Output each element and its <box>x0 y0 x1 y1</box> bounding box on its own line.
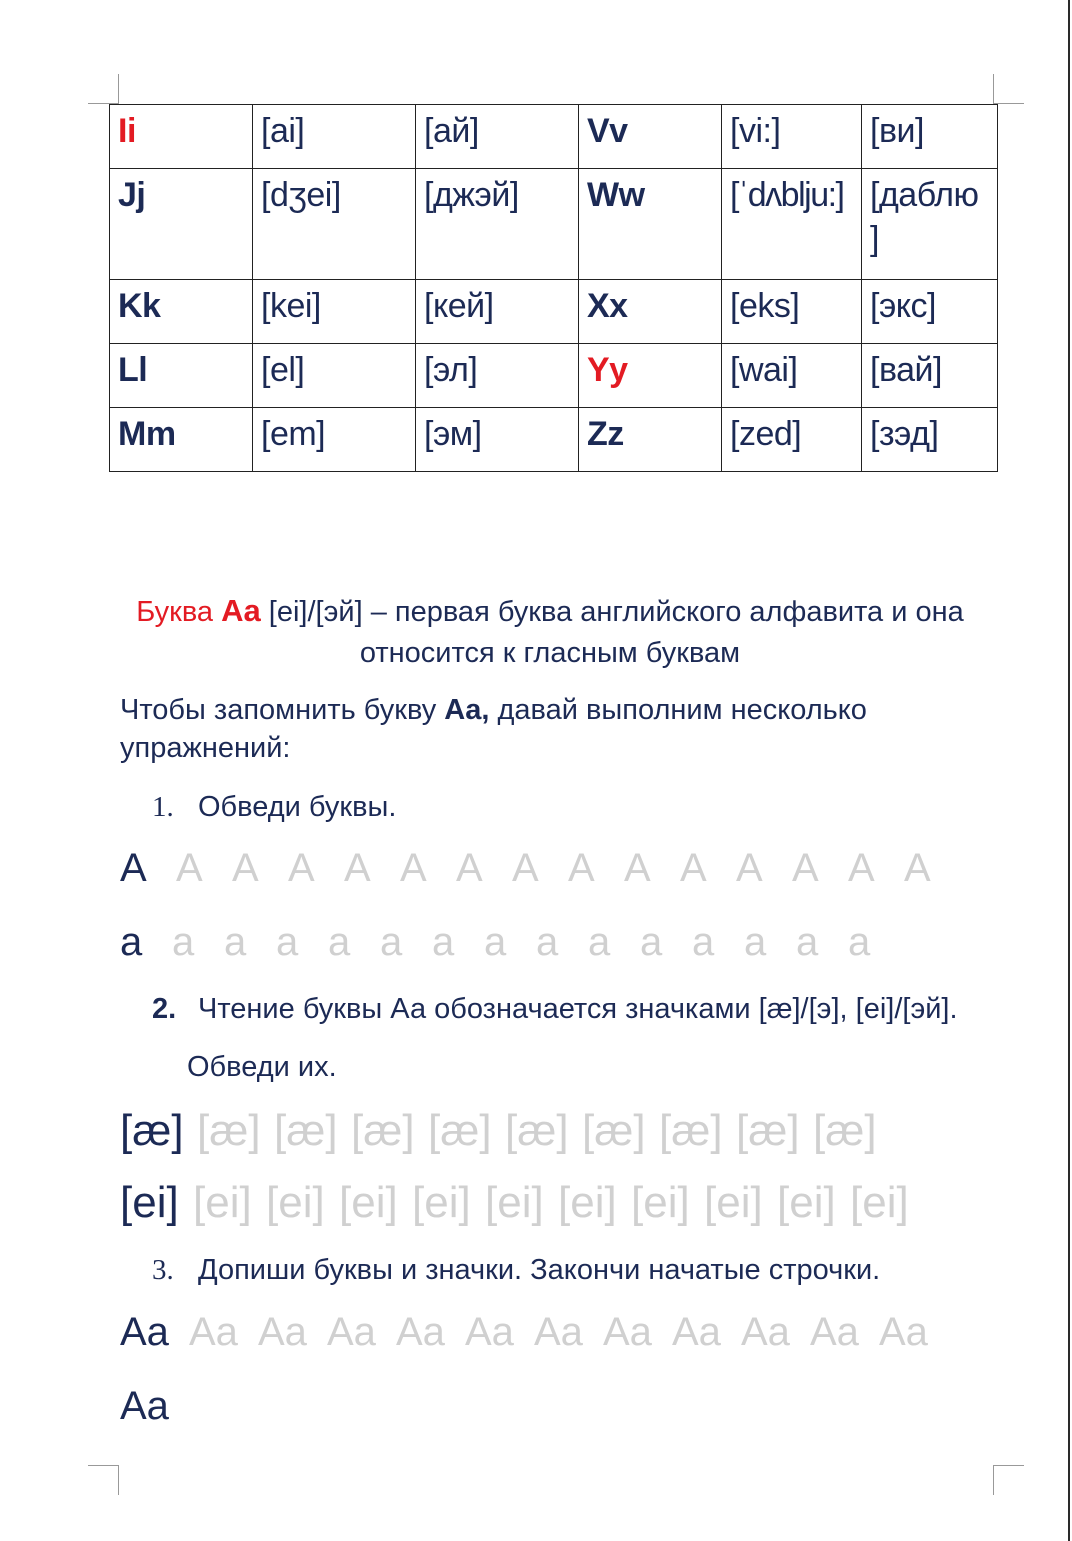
tracing-glyph: Aa <box>327 1310 376 1354</box>
letter-heading <box>110 590 990 674</box>
sample-glyph: a <box>120 920 143 964</box>
tracing-glyph: A <box>512 846 539 890</box>
tracing-glyph: [æ] <box>582 1106 646 1155</box>
intro-paragraph <box>120 691 980 767</box>
tracing-glyph: a <box>692 920 715 964</box>
tracing-glyph: a <box>276 920 299 964</box>
tracing-glyph: Aa <box>603 1310 652 1354</box>
russian-reading-cell: [кей] <box>416 280 579 344</box>
tracing-glyph: A <box>344 846 371 890</box>
tracing-row-ei <box>120 1178 923 1228</box>
tracing-glyph: [æ] <box>505 1106 569 1155</box>
tracing-glyph: Aa <box>879 1310 928 1354</box>
tracing-glyph: a <box>432 920 455 964</box>
russian-reading-cell: [эл] <box>416 344 579 408</box>
tracing-glyph: Aa <box>741 1310 790 1354</box>
tracing-glyph: A <box>232 846 259 890</box>
alphabet-table <box>109 104 998 472</box>
tracing-row-aa <box>120 1310 948 1355</box>
table-row <box>110 280 998 344</box>
heading-text: [ei]/[эй] – первая буква английского алфавита и она <box>268 596 964 628</box>
writing-line-aa: Aa <box>120 1384 169 1428</box>
transcription-cell: [vi:] <box>722 105 862 169</box>
crop-mark <box>994 103 1024 104</box>
sample-glyph: [æ] <box>120 1106 184 1155</box>
tracing-row-lower-a <box>120 920 900 965</box>
crop-mark <box>88 1465 118 1466</box>
tracing-glyph: A <box>848 846 875 890</box>
crop-mark <box>118 1465 119 1495</box>
transcription-cell: [el] <box>253 344 416 408</box>
tracing-glyph: A <box>176 846 203 890</box>
tracing-glyph: [ei] <box>558 1178 617 1227</box>
tracing-row-upper-a <box>120 846 960 891</box>
tracing-glyph: [ei] <box>339 1178 398 1227</box>
tracing-glyph: Aa <box>189 1310 238 1354</box>
table-row <box>110 344 998 408</box>
task-text: Обведи буквы. <box>198 791 397 823</box>
tracing-glyph: A <box>904 846 931 890</box>
tracing-glyph: [ei] <box>850 1178 909 1227</box>
letter-cell: Kk <box>110 280 253 344</box>
transcription-cell: [ˈdʌblju:] <box>722 169 862 280</box>
crop-mark <box>993 74 994 104</box>
transcription-cell: [eks] <box>722 280 862 344</box>
tracing-glyph: Aa <box>465 1310 514 1354</box>
letter-cell: Mm <box>110 408 253 472</box>
task-1 <box>152 788 396 826</box>
tracing-glyph: Aa <box>810 1310 859 1354</box>
heading-word: Буква <box>136 596 214 628</box>
tracing-glyph: A <box>456 846 483 890</box>
task-text: Допиши буквы и значки. Закончи начатые строчки. <box>198 1254 881 1286</box>
russian-reading-cell: [зэд] <box>862 408 998 472</box>
crop-mark <box>994 1465 1024 1466</box>
tracing-glyph: a <box>484 920 507 964</box>
tracing-glyph: [æ] <box>736 1106 800 1155</box>
russian-reading-cell: [ви] <box>862 105 998 169</box>
russian-reading-cell: [вай] <box>862 344 998 408</box>
tracing-glyph: Aa <box>672 1310 721 1354</box>
task-number: 3. <box>152 1254 174 1286</box>
russian-reading-cell: [джэй] <box>416 169 579 280</box>
tracing-glyph: a <box>224 920 247 964</box>
tracing-glyph: A <box>736 846 763 890</box>
tracing-glyph: [æ] <box>428 1106 492 1155</box>
transcription-cell: [zed] <box>722 408 862 472</box>
letter-cell: Xx <box>579 280 722 344</box>
transcription-cell: [kei] <box>253 280 416 344</box>
tracing-glyph: A <box>792 846 819 890</box>
tracing-glyph: a <box>744 920 767 964</box>
tracing-glyph: [æ] <box>351 1106 415 1155</box>
russian-reading-cell: [даблю ] <box>862 169 998 280</box>
tracing-glyph: A <box>680 846 707 890</box>
sample-glyph: [ei] <box>120 1178 179 1227</box>
sample-glyph: Aa <box>120 1310 169 1354</box>
table-row <box>110 105 998 169</box>
tracing-glyph: [ei] <box>631 1178 690 1227</box>
crop-mark <box>993 1465 994 1495</box>
tracing-glyph: [ei] <box>485 1178 544 1227</box>
transcription-cell: [dʒei] <box>253 169 416 280</box>
tracing-glyph: [ei] <box>193 1178 252 1227</box>
tracing-glyph: A <box>568 846 595 890</box>
tracing-glyph: a <box>536 920 559 964</box>
tracing-glyph: a <box>640 920 663 964</box>
tracing-glyph: a <box>328 920 351 964</box>
tracing-glyph: Aa <box>396 1310 445 1354</box>
tracing-glyph: [æ] <box>659 1106 723 1155</box>
transcription-cell: [em] <box>253 408 416 472</box>
intro-text-end: давай выполним несколько упражнений: <box>120 694 867 764</box>
tracing-glyph: a <box>380 920 403 964</box>
letter-cell: Yy <box>579 344 722 408</box>
tracing-glyph: A <box>400 846 427 890</box>
task-2 <box>152 990 958 1028</box>
tracing-glyph: A <box>288 846 315 890</box>
tracing-glyph: Aa <box>534 1310 583 1354</box>
heading-text-line2: относится к гласным буквам <box>359 637 741 669</box>
table-row <box>110 408 998 472</box>
transcription-cell: [wai] <box>722 344 862 408</box>
tracing-glyph: [ei] <box>704 1178 763 1227</box>
task-text: Чтение буквы Аа обозначается значками [æ]/[э], [ei]/[эй]. <box>198 993 958 1025</box>
tracing-glyph: [æ] <box>813 1106 877 1155</box>
russian-reading-cell: [ай] <box>416 105 579 169</box>
letter-cell: Zz <box>579 408 722 472</box>
transcription-cell: [ai] <box>253 105 416 169</box>
tracing-glyph: [æ] <box>274 1106 338 1155</box>
crop-mark <box>118 74 119 104</box>
russian-reading-cell: [эм] <box>416 408 579 472</box>
tracing-glyph: a <box>848 920 871 964</box>
tracing-glyph: [ei] <box>266 1178 325 1227</box>
tracing-glyph: Aa <box>258 1310 307 1354</box>
tracing-glyph: a <box>172 920 195 964</box>
tracing-glyph: [æ] <box>197 1106 261 1155</box>
tracing-glyph: A <box>624 846 651 890</box>
intro-letter: Aa, <box>444 694 490 726</box>
heading-letter: Aa <box>221 593 261 628</box>
task-number: 1. <box>152 791 174 823</box>
tracing-glyph: [ei] <box>412 1178 471 1227</box>
task-number: 2. <box>152 993 177 1025</box>
russian-reading-cell: [экс] <box>862 280 998 344</box>
tracing-row-ae <box>120 1106 890 1156</box>
task-2-continuation <box>187 1048 337 1086</box>
task-3 <box>152 1251 880 1289</box>
intro-text: Чтобы запомнить букву <box>120 694 445 726</box>
table-row <box>110 169 998 280</box>
letter-cell: Ll <box>110 344 253 408</box>
letter-cell: Ii <box>110 105 253 169</box>
letter-cell: Vv <box>579 105 722 169</box>
letter-cell: Jj <box>110 169 253 280</box>
task-text: Обведи их. <box>187 1051 337 1083</box>
sample-glyph: A <box>120 846 147 890</box>
tracing-glyph: a <box>588 920 611 964</box>
letter-cell: Ww <box>579 169 722 280</box>
tracing-glyph: a <box>796 920 819 964</box>
tracing-glyph: [ei] <box>777 1178 836 1227</box>
